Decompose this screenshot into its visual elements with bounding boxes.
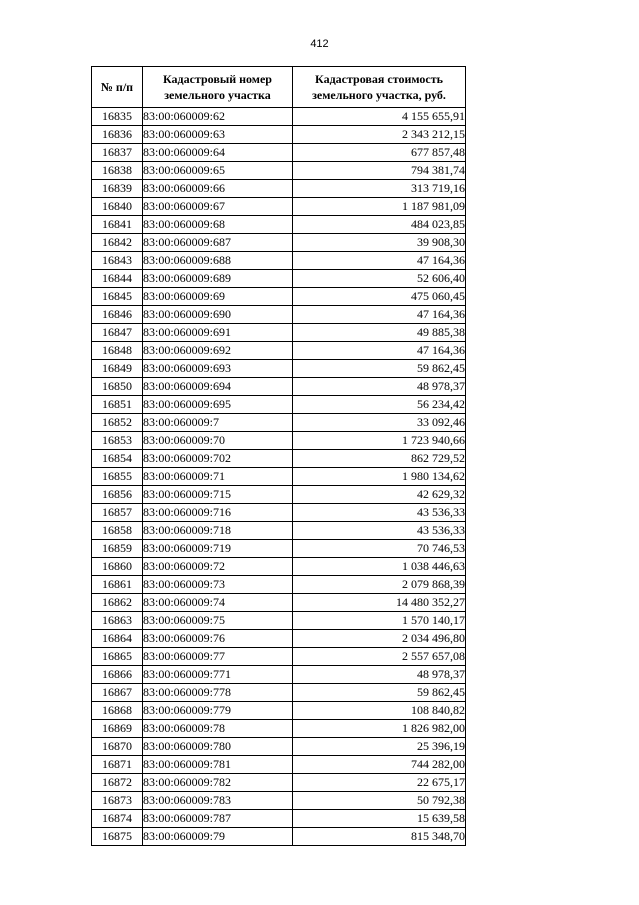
- cadastral-number-cell: 83:00:060009:716: [143, 504, 293, 522]
- row-number-cell: 16857: [92, 504, 143, 522]
- cadastral-number-cell: 83:00:060009:66: [143, 180, 293, 198]
- cadastral-number-cell: 83:00:060009:76: [143, 630, 293, 648]
- cadastral-number-cell: 83:00:060009:65: [143, 162, 293, 180]
- cadastral-value-cell: 862 729,52: [293, 450, 466, 468]
- row-number-cell: 16841: [92, 216, 143, 234]
- table-row: [92, 306, 466, 324]
- cadastral-number-cell: 83:00:060009:783: [143, 792, 293, 810]
- cadastral-number-cell: 83:00:060009:781: [143, 756, 293, 774]
- table-body: [92, 108, 466, 846]
- cadastral-number-cell: 83:00:060009:694: [143, 378, 293, 396]
- table-row: [92, 198, 466, 216]
- cadastral-number-cell: 83:00:060009:79: [143, 828, 293, 846]
- cadastral-number-cell: 83:00:060009:688: [143, 252, 293, 270]
- table-row: [92, 270, 466, 288]
- cadastral-table: [91, 66, 466, 846]
- row-number-cell: 16850: [92, 378, 143, 396]
- table-row: [92, 144, 466, 162]
- cadastral-value-cell: 43 536,33: [293, 522, 466, 540]
- row-number-cell: 16849: [92, 360, 143, 378]
- cadastral-value-cell: 50 792,38: [293, 792, 466, 810]
- row-number-cell: 16865: [92, 648, 143, 666]
- cadastral-number-cell: 83:00:060009:78: [143, 720, 293, 738]
- cadastral-number-cell: 83:00:060009:77: [143, 648, 293, 666]
- cadastral-value-cell: 39 908,30: [293, 234, 466, 252]
- table-row: [92, 684, 466, 702]
- table-row: [92, 756, 466, 774]
- cadastral-number-cell: 83:00:060009:67: [143, 198, 293, 216]
- cadastral-value-cell: 22 675,17: [293, 774, 466, 792]
- table-row: [92, 594, 466, 612]
- cadastral-number-cell: 83:00:060009:64: [143, 144, 293, 162]
- cadastral-number-cell: 83:00:060009:72: [143, 558, 293, 576]
- row-number-cell: 16839: [92, 180, 143, 198]
- table-row: [92, 288, 466, 306]
- row-number-cell: 16845: [92, 288, 143, 306]
- cadastral-value-cell: 744 282,00: [293, 756, 466, 774]
- cadastral-value-cell: 108 840,82: [293, 702, 466, 720]
- cadastral-number-cell: 83:00:060009:690: [143, 306, 293, 324]
- table-row: [92, 414, 466, 432]
- table-row: [92, 522, 466, 540]
- row-number-cell: 16847: [92, 324, 143, 342]
- table-row: [92, 540, 466, 558]
- table-row: [92, 558, 466, 576]
- cadastral-number-cell: 83:00:060009:68: [143, 216, 293, 234]
- row-number-cell: 16838: [92, 162, 143, 180]
- table-row: [92, 432, 466, 450]
- cadastral-number-cell: 83:00:060009:787: [143, 810, 293, 828]
- cadastral-number-cell: 83:00:060009:719: [143, 540, 293, 558]
- cadastral-number-cell: 83:00:060009:75: [143, 612, 293, 630]
- header-num: № п/п: [92, 67, 143, 108]
- table-row: [92, 216, 466, 234]
- cadastral-value-cell: 313 719,16: [293, 180, 466, 198]
- table-row: [92, 738, 466, 756]
- cadastral-number-cell: 83:00:060009:702: [143, 450, 293, 468]
- table-row: [92, 234, 466, 252]
- row-number-cell: 16869: [92, 720, 143, 738]
- cadastral-value-cell: 15 639,58: [293, 810, 466, 828]
- row-number-cell: 16851: [92, 396, 143, 414]
- row-number-cell: 16856: [92, 486, 143, 504]
- cadastral-value-cell: 43 536,33: [293, 504, 466, 522]
- cadastral-number-cell: 83:00:060009:71: [143, 468, 293, 486]
- cadastral-number-cell: 83:00:060009:63: [143, 126, 293, 144]
- cadastral-number-cell: 83:00:060009:74: [143, 594, 293, 612]
- cadastral-number-cell: 83:00:060009:70: [143, 432, 293, 450]
- row-number-cell: 16848: [92, 342, 143, 360]
- cadastral-value-cell: 475 060,45: [293, 288, 466, 306]
- row-number-cell: 16866: [92, 666, 143, 684]
- table-row: [92, 630, 466, 648]
- cadastral-value-cell: 2 557 657,08: [293, 648, 466, 666]
- table-row: [92, 162, 466, 180]
- row-number-cell: 16864: [92, 630, 143, 648]
- header-row: [92, 67, 466, 108]
- table-row: [92, 648, 466, 666]
- cadastral-value-cell: 47 164,36: [293, 306, 466, 324]
- row-number-cell: 16871: [92, 756, 143, 774]
- cadastral-number-cell: 83:00:060009:782: [143, 774, 293, 792]
- table-header: [92, 67, 466, 108]
- cadastral-value-cell: 677 857,48: [293, 144, 466, 162]
- row-number-cell: 16868: [92, 702, 143, 720]
- cadastral-number-cell: 83:00:060009:692: [143, 342, 293, 360]
- row-number-cell: 16875: [92, 828, 143, 846]
- table-row: [92, 360, 466, 378]
- table-row: [92, 666, 466, 684]
- cadastral-number-cell: 83:00:060009:62: [143, 108, 293, 126]
- cadastral-number-cell: 83:00:060009:7: [143, 414, 293, 432]
- table-row: [92, 504, 466, 522]
- cadastral-number-cell: 83:00:060009:693: [143, 360, 293, 378]
- cadastral-value-cell: 49 885,38: [293, 324, 466, 342]
- table-row: [92, 396, 466, 414]
- table-row: [92, 486, 466, 504]
- row-number-cell: 16870: [92, 738, 143, 756]
- cadastral-value-cell: 794 381,74: [293, 162, 466, 180]
- row-number-cell: 16854: [92, 450, 143, 468]
- cadastral-number-cell: 83:00:060009:718: [143, 522, 293, 540]
- table-row: [92, 792, 466, 810]
- row-number-cell: 16859: [92, 540, 143, 558]
- table-row: [92, 180, 466, 198]
- cadastral-value-cell: 33 092,46: [293, 414, 466, 432]
- row-number-cell: 16863: [92, 612, 143, 630]
- row-number-cell: 16861: [92, 576, 143, 594]
- table-row: [92, 126, 466, 144]
- row-number-cell: 16873: [92, 792, 143, 810]
- table-row: [92, 324, 466, 342]
- row-number-cell: 16846: [92, 306, 143, 324]
- cadastral-value-cell: 1 723 940,66: [293, 432, 466, 450]
- cadastral-value-cell: 2 343 212,15: [293, 126, 466, 144]
- table-row: [92, 378, 466, 396]
- table-row: [92, 720, 466, 738]
- table-row: [92, 702, 466, 720]
- cadastral-value-cell: 1 187 981,09: [293, 198, 466, 216]
- cadastral-number-cell: 83:00:060009:695: [143, 396, 293, 414]
- table-row: [92, 108, 466, 126]
- row-number-cell: 16836: [92, 126, 143, 144]
- cadastral-number-cell: 83:00:060009:73: [143, 576, 293, 594]
- cadastral-number-cell: 83:00:060009:691: [143, 324, 293, 342]
- table-row: [92, 774, 466, 792]
- cadastral-number-cell: 83:00:060009:778: [143, 684, 293, 702]
- header-cadastral-value: Кадастровая стоимость земельного участка, руб.: [293, 67, 466, 108]
- row-number-cell: 16862: [92, 594, 143, 612]
- cadastral-value-cell: 52 606,40: [293, 270, 466, 288]
- cadastral-number-cell: 83:00:060009:715: [143, 486, 293, 504]
- cadastral-value-cell: 47 164,36: [293, 342, 466, 360]
- table-row: [92, 342, 466, 360]
- cadastral-value-cell: 56 234,42: [293, 396, 466, 414]
- row-number-cell: 16853: [92, 432, 143, 450]
- cadastral-value-cell: 2 079 868,39: [293, 576, 466, 594]
- row-number-cell: 16840: [92, 198, 143, 216]
- row-number-cell: 16844: [92, 270, 143, 288]
- cadastral-value-cell: 815 348,70: [293, 828, 466, 846]
- row-number-cell: 16855: [92, 468, 143, 486]
- cadastral-number-cell: 83:00:060009:780: [143, 738, 293, 756]
- row-number-cell: 16835: [92, 108, 143, 126]
- table-row: [92, 450, 466, 468]
- cadastral-value-cell: 25 396,19: [293, 738, 466, 756]
- cadastral-value-cell: 59 862,45: [293, 684, 466, 702]
- cadastral-number-cell: 83:00:060009:69: [143, 288, 293, 306]
- table-row: [92, 468, 466, 486]
- row-number-cell: 16842: [92, 234, 143, 252]
- table-row: [92, 576, 466, 594]
- cadastral-value-cell: 484 023,85: [293, 216, 466, 234]
- row-number-cell: 16852: [92, 414, 143, 432]
- cadastral-value-cell: 1 826 982,00: [293, 720, 466, 738]
- cadastral-number-cell: 83:00:060009:779: [143, 702, 293, 720]
- table-row: [92, 828, 466, 846]
- cadastral-value-cell: 48 978,37: [293, 378, 466, 396]
- cadastral-value-cell: 14 480 352,27: [293, 594, 466, 612]
- table-row: [92, 810, 466, 828]
- cadastral-value-cell: 47 164,36: [293, 252, 466, 270]
- cadastral-value-cell: 1 980 134,62: [293, 468, 466, 486]
- table-row: [92, 252, 466, 270]
- table-row: [92, 612, 466, 630]
- row-number-cell: 16872: [92, 774, 143, 792]
- cadastral-value-cell: 2 034 496,80: [293, 630, 466, 648]
- cadastral-number-cell: 83:00:060009:689: [143, 270, 293, 288]
- cadastral-number-cell: 83:00:060009:771: [143, 666, 293, 684]
- cadastral-value-cell: 59 862,45: [293, 360, 466, 378]
- page-number: 412: [310, 38, 329, 50]
- row-number-cell: 16858: [92, 522, 143, 540]
- row-number-cell: 16860: [92, 558, 143, 576]
- cadastral-number-cell: 83:00:060009:687: [143, 234, 293, 252]
- header-cadastral-number: Кадастровый номер земельного участка: [143, 67, 293, 108]
- cadastral-value-cell: 42 629,32: [293, 486, 466, 504]
- cadastral-value-cell: 70 746,53: [293, 540, 466, 558]
- cadastral-value-cell: 4 155 655,91: [293, 108, 466, 126]
- row-number-cell: 16874: [92, 810, 143, 828]
- row-number-cell: 16837: [92, 144, 143, 162]
- row-number-cell: 16843: [92, 252, 143, 270]
- cadastral-value-cell: 1 570 140,17: [293, 612, 466, 630]
- row-number-cell: 16867: [92, 684, 143, 702]
- cadastral-value-cell: 1 038 446,63: [293, 558, 466, 576]
- cadastral-value-cell: 48 978,37: [293, 666, 466, 684]
